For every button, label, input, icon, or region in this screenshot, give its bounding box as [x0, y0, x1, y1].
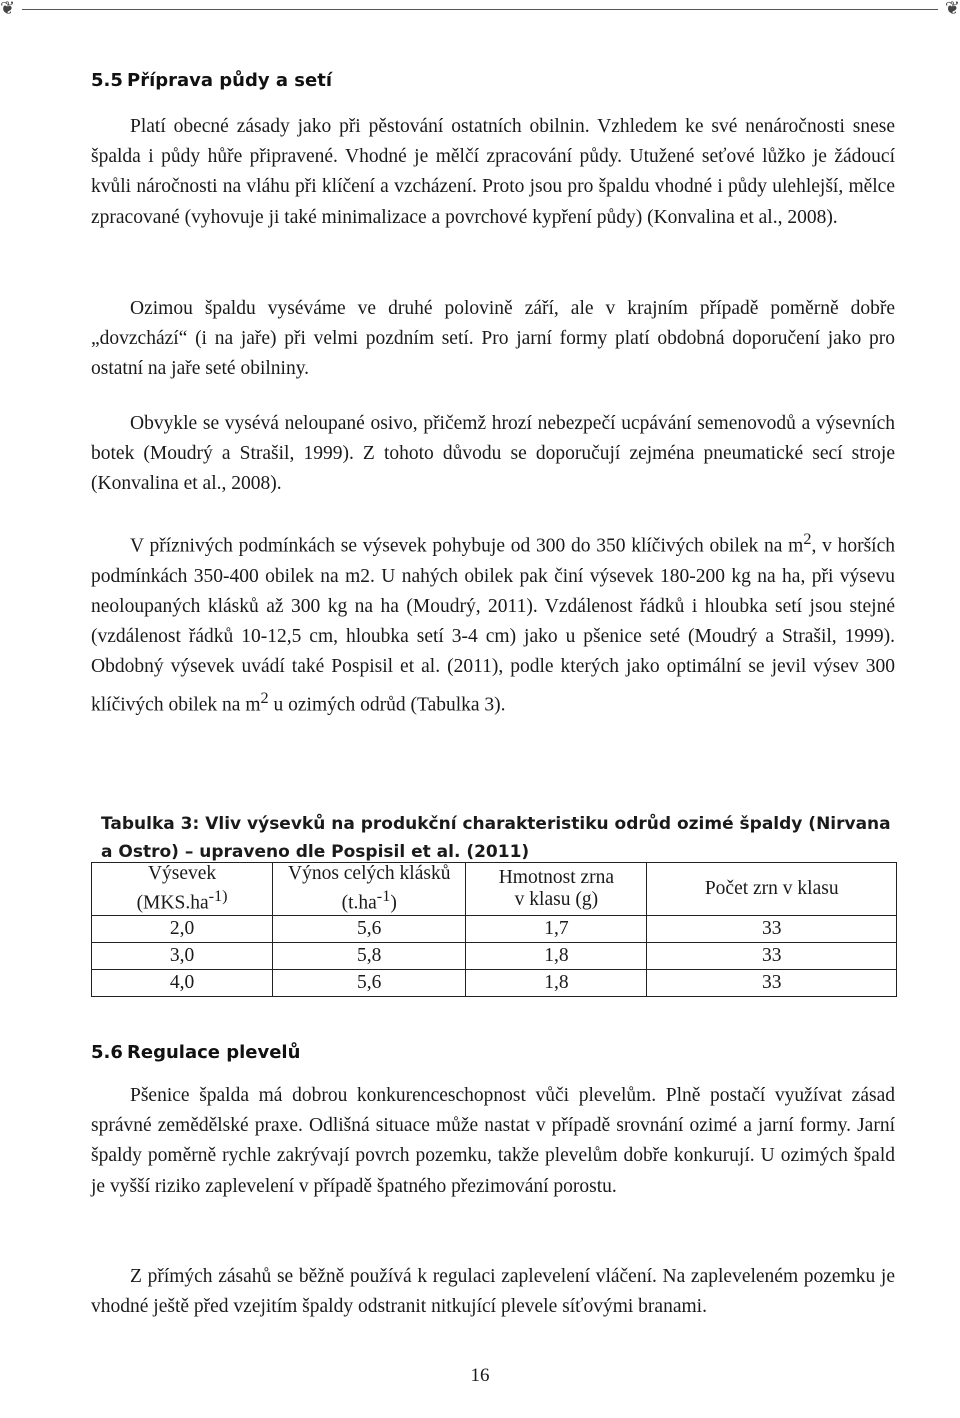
paragraph: V příznivých podmínkách se výsevek pohybuje od 300 do 350 klíčivých obilek na $m^2$, v horších podmínkách 350-400 obilek na m2. U nahých obilek pak činí výsevek 180-200 kg na ha, při výsevu neoloupaných klásků až 300 kg na ha (Moudrý, 2011). Vzdálenost řádků i hloubka setí jsou stejné (vzdálenost řádků 10-12,5 cm, hloubka setí 3-4 cm) jako u pšenice seté (Moudrý a Strašil, 1999). Obdobný výsevek uvádí také Pospisil et al. (2011), podle kterých jako optimální se jevil výsev 300 klíčivých obilek na $m^2$ u ozimých odrůd (Tabulka 3). [91, 530, 895, 716]
paragraph: Pšenice špalda má dobrou konkurenceschopnost vůči plevelům. Plně postačí využívat zásad správné zemědělské praxe. Odlišná situace může nastat v případě srovnání ozimé a jarní formy. Jarní špaldy poměrně rychle zakrývají povrch pozemku, takže plevelům dobře konkurují. U ozimých špald je vyšší riziko zaplevelení v případě špatného přezimování porostu. [91, 1085, 895, 1197]
table-cell: 4,0 [92, 969, 273, 996]
table-row [92, 969, 897, 996]
paragraph: Platí obecné zásady jako při pěstování ostatních obilnin. Vzhledem ke své nenáročnosti snese špalda i půdy hůře připravené. Vhodné je mělčí zpracování půdy. Utužené seťové lůžko je žádoucí kvůli náročnosti na vláhu při klíčení a vzcházení. Proto jsou pro špaldu vhodné i půdy ulehlejší, mělce zpracované (vyhovuje ji také minimalizace a povrchové kypření půdy) (Konvalina et al., 2008). [91, 116, 895, 228]
table-cell: 3,0 [92, 942, 273, 969]
table-cell: 5,8 [273, 942, 466, 969]
table-cell: 2,0 [92, 915, 273, 942]
page-number: 16 [470, 1365, 490, 1386]
table-caption: Tabulka 3: Vliv výsevků na produkční charakteristiku odrůd ozimé špaldy (Nirvana a Ostro) – upraveno dle Pospisil et al. (2011) [101, 814, 891, 862]
section-heading [91, 1042, 300, 1063]
header-ornament-icon: ❦ [0, 0, 16, 19]
table-row [92, 942, 897, 969]
seeding-rate-table [91, 862, 897, 997]
column-header: Výsevek ($MKS.ha^{-1)}$ [92, 863, 273, 916]
table-cell: 1,8 [466, 969, 647, 996]
table-cell: 5,6 [273, 969, 466, 996]
section-title: Regulace plevelů [127, 1042, 301, 1063]
table-cell: 33 [647, 915, 897, 942]
header-rule [0, 0, 960, 22]
paragraph: Z přímých zásahů se běžně používá k regulaci zaplevelení vláčení. Na zapleveleném pozemku je vhodné ještě před vzejitím špaldy odstranit nitkující plevele síťovými branami. [91, 1266, 895, 1318]
column-header: Hmotnost zrna v klasu (g) [466, 863, 647, 916]
header-line [22, 9, 938, 10]
paragraph: Obvykle se vysévá neloupané osivo, přičemž hrozí nebezpečí ucpávání semenovodů a výsevních botek (Moudrý a Strašil, 1999). Z tohoto důvodu se doporučují zejména pneumatické secí stroje (Konvalina et al., 2008). [91, 413, 895, 495]
table-header-row [92, 863, 897, 916]
table-cell: 1,7 [466, 915, 647, 942]
table-cell: 5,6 [273, 915, 466, 942]
section-number: 5.6 [91, 1042, 123, 1063]
column-header: Počet zrn v klasu [647, 863, 897, 916]
section-heading [91, 70, 332, 91]
table-row [92, 915, 897, 942]
section-title: Příprava půdy a setí [127, 70, 332, 91]
section-number: 5.5 [91, 70, 123, 91]
table-cell: 33 [647, 969, 897, 996]
table-cell: 33 [647, 942, 897, 969]
paragraph: Ozimou špaldu vyséváme ve druhé polovině září, ale v krajním případě poměrně dobře „dovzchází“ (i na jaře) při velmi pozdním setí. Pro jarní formy platí obdobná doporučení jako pro ostatní na jaře seté obilniny. [91, 298, 895, 380]
column-header: Výnos celých klásků $(t.ha^{-1})$ [273, 863, 466, 916]
header-ornament-icon: ❦ [944, 0, 960, 19]
table-cell: 1,8 [466, 942, 647, 969]
